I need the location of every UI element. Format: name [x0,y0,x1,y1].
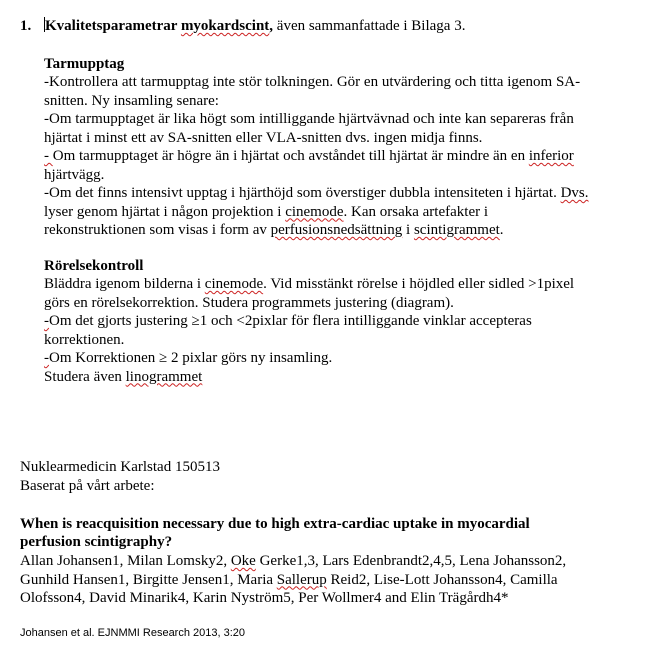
text-line-run: i [402,222,414,238]
paper-title-line-1: When is reacquisition necessary due to high extra-cardiac uptake in myocardial [20,516,530,532]
author-line-run: Gunhild Hansen1, Birgitte Jensen1, Maria [20,571,277,588]
text-line-run: - [44,313,49,329]
text-line [44,275,574,293]
heading [44,17,465,35]
text-line-run: rekonstruktionen som visas i form av [44,222,271,238]
text-line-run: hjärtvägg. [44,166,105,183]
author-line [20,552,566,570]
heading-text [45,18,465,34]
author-line-run: Reid2, Lise-Lott Johansson4, Camilla [326,571,558,588]
text-line [44,166,104,184]
text-line-run: görs en rörelsekorrektion. Studera programmets justering (diagram). [44,294,454,311]
text-line-run: korrektionen. [44,331,125,348]
text-line [44,147,574,165]
heading-text-run: Kvalitetsparametrar [45,18,181,34]
text-line-run: snitten. Ny insamling senare: [44,92,219,109]
text-line [44,331,124,349]
section-title-rorelsekontroll: Rörelsekontroll [44,258,144,274]
text-line-run: Om tarmupptaget är högre än i hjärtat och avståndet till hjärtat är mindre än en [52,148,529,164]
text-line [44,184,589,202]
text-line-run: linogrammet [125,368,203,385]
text-line [44,294,454,312]
author-line-run: Sallerup [276,571,327,588]
text-line [44,110,574,128]
text-line-run: hjärtat i minst ett av SA-snitten eller VLA-snitten dvs. ingen midja finns. [44,129,483,146]
text-line-run: . [499,222,504,238]
text-line-run: perfusionsnedsättning [270,222,403,238]
text-line-run: . Vid misstänkt rörelse i höjdled eller sidled >1pixel [263,276,575,292]
text-line-run: inferior [528,148,574,164]
text-line-run: Om det gjorts justering ≥1 och <2pixlar för flera intilliggande vinklar accepteras [49,313,532,329]
text-line-run: . Kan orsaka artefakter i [343,203,489,220]
text-line [44,203,488,221]
heading-text-run: även sammanfattade i Bilaga 3. [273,18,466,34]
text-line-run: -Kontrollera att tarmupptag inte stör tolkningen. Gör en utvärdering och titta igenom SA- [44,74,581,90]
author-line [20,589,508,607]
text-line-run: - [44,350,49,366]
text-line [44,368,202,386]
text-line-run: cinemode [204,276,264,292]
paper-title-line-2: perfusion scintigraphy? [20,534,173,550]
heading-text-run: myokardscint [180,18,270,34]
text-line-run: Bläddra igenom bilderna i [44,276,205,292]
text-line-run: - [44,148,53,164]
text-line-run: cinemode [285,203,344,220]
text-line [44,92,219,110]
text-line [44,312,532,330]
text-line-run: Dvs. [560,185,589,201]
text-line [44,73,580,91]
text-line-run: Om Korrektionen ≥ 2 pixlar görs ny insamling. [49,350,333,366]
text-line-run: -Om det finns intensivt upptag i hjärthöjd som överstiger dubbla intensiteten i hjärtat. [44,185,561,201]
author-line-run: Olofsson4, David Minarik4, Karin Nyström5, Per Wollmer4 and Elin Trägårdh4* [20,590,509,606]
text-line [44,221,504,239]
text-line-run: lyser genom hjärtat i någon projektion i [44,203,286,220]
author-line-run: Oke [230,553,256,569]
organization-line: Nuklearmedicin Karlstad 150513 [20,459,220,475]
text-line [44,349,332,367]
text-line [44,129,482,147]
heading-text-run: , [269,18,274,34]
list-number: 1. [20,18,32,34]
text-line-run: Studera även [44,368,126,385]
citation: Johansen et al. EJNMMI Research 2013, 3:20 [20,627,246,639]
author-line-run: Gerke1,3, Lars Edenbrandt2,4,5, Lena Johansson2, [255,553,567,569]
text-line-run: -Om tarmupptaget är lika högt som intilliggande hjärtvävnad och inte kan separeras från [44,111,574,127]
text-line-run: scintigrammet [413,222,500,238]
section-title-tarmupptag: Tarmupptag [44,56,125,72]
author-line-run: Allan Johansen1, Milan Lomsky2, [20,553,231,569]
author-line [20,571,558,589]
based-on-line: Baserat på vårt arbete: [20,478,155,494]
